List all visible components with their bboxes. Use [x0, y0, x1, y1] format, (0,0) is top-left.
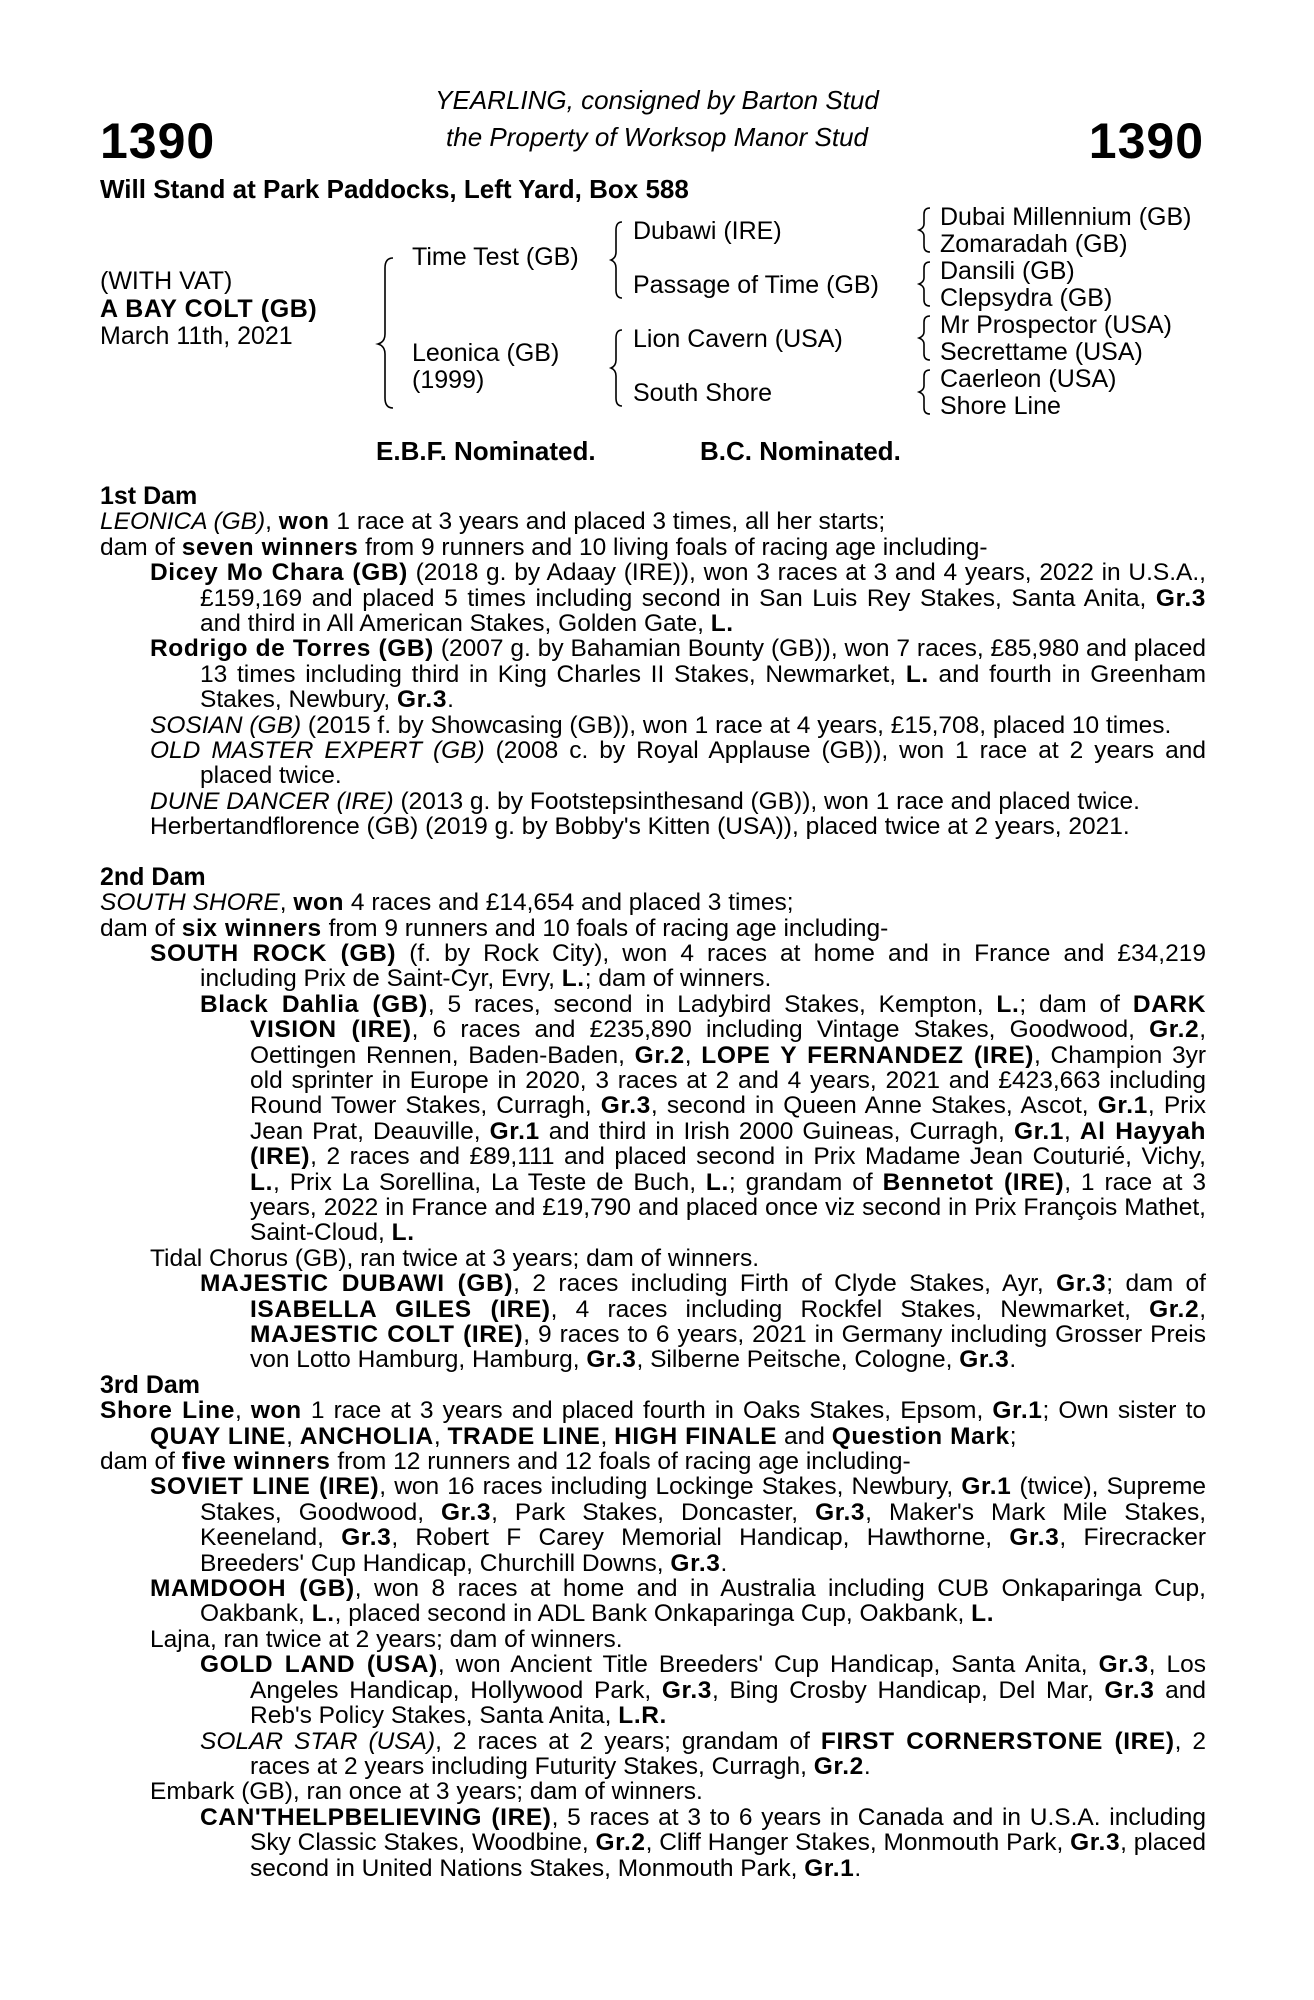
dam-sire: Lion Cavern (USA)	[633, 325, 843, 353]
catalogue-body	[100, 484, 1206, 1881]
produce-majestic-dubawi: MAJESTIC DUBAWI (GB), 2 races including Firth of Clyde Stakes, Ayr, Gr.3; dam of ISABELLA GILES (IRE), 4 races including Rockfel Stakes, Newmarket, Gr.2, MAJESTIC COLT (IRE), 9 races to 6 years, 2021 in Germany including Grosser Preis von Lotto Hamburg, Hamburg, Gr.3, Silberne Peitsche, Cologne, Gr.3.	[200, 1270, 1206, 1374]
sire-sire: Dubawi (IRE)	[633, 217, 782, 245]
second-dam-heading: 2nd Dam	[100, 862, 206, 891]
first-dam-name: LEONICA (GB)	[100, 508, 266, 536]
third-dam-name: Shore Line	[100, 1397, 235, 1425]
produce-solar-star: SOLAR STAR (USA), 2 races at 2 years; grandam of FIRST CORNERSTONE (IRE), 2 races at 2 years including Futurity Stakes, Curragh, Gr.2.	[200, 1727, 1206, 1780]
third-dam-produce-summary: dam of five winners from 12 runners and 12 foals of racing age including-	[100, 1448, 911, 1476]
produce-dicey-mo-chara: Dicey Mo Chara (GB) (2018 g. by Adaay (IRE)), won 3 races at 3 and 4 years, 2022 in U.S.A., £159,169 and placed 5 times including second in San Luis Rey Stakes, Santa Anita, Gr.3 and third in All American Stakes, Golden Gate, L.	[150, 559, 1206, 638]
produce-sosian: SOSIAN (GB) (2015 f. by Showcasing (GB)), won 1 race at 4 years, £15,708, placed 10 times.	[150, 711, 1172, 739]
produce-south-rock: SOUTH ROCK (GB) (f. by Rock City), won 4 races at home and in France and £34,219 including Prix de Saint-Cyr, Evry, L.; dam of winners.	[150, 939, 1206, 993]
produce-gold-land: GOLD LAND (USA), won Ancient Title Breeders' Cup Handicap, Santa Anita, Gr.3, Los Angeles Handicap, Hollywood Park, Gr.3, Bing Crosby Handicap, Del Mar, Gr.3 and Reb's Policy Stakes, Santa Anita, L.R.	[200, 1651, 1206, 1730]
dam-dam: South Shore	[633, 379, 772, 407]
second-dam-name: SOUTH SHORE	[100, 889, 280, 917]
foaling-date: March 11th, 2021	[100, 322, 293, 350]
bc-nomination: B.C. Nominated.	[700, 436, 901, 466]
second-dam-intro: SOUTH SHORE, won 4 races and £14,654 and placed 3 times;	[100, 889, 794, 917]
sire: Time Test (GB)	[412, 243, 579, 271]
produce-dune-dancer: DUNE DANCER (IRE) (2013 g. by Footstepsinthesand (GB)), won 1 race and placed twice.	[150, 787, 1140, 815]
produce-old-master-expert: OLD MASTER EXPERT (GB) (2008 c. by Royal Applause (GB)), won 1 race at 2 years and placed twice.	[150, 737, 1206, 790]
sire-dam: Passage of Time (GB)	[633, 271, 879, 299]
brace-dam	[611, 330, 622, 406]
dam-year: (1999)	[412, 366, 485, 394]
gen4-5: Mr Prospector (USA)	[940, 311, 1172, 339]
pedigree-brackets	[0, 0, 1314, 440]
third-dam-heading: 3rd Dam	[100, 1370, 201, 1399]
first-dam-intro: LEONICA (GB), won 1 race at 3 years and placed 3 times, all her starts;	[100, 508, 886, 536]
vat-note: (WITH VAT)	[100, 267, 233, 295]
horse-name: A BAY COLT (GB)	[100, 295, 318, 323]
gen4-4: Clepsydra (GB)	[940, 284, 1113, 312]
produce-lajna: Lajna, ran twice at 2 years; dam of winners.	[150, 1625, 623, 1653]
first-dam-heading: 1st Dam	[100, 482, 198, 510]
gen4-8: Shore Line	[940, 392, 1061, 420]
gen4-2: Zomaradah (GB)	[940, 230, 1128, 258]
produce-canthelpbelieving: CAN'THELPBELIEVING (IRE), 5 races at 3 to 6 years in Canada and in U.S.A. including Sky Classic Stakes, Woodbine, Gr.2, Cliff Hanger Stakes, Monmouth Park, Gr.3, placed second in United Nations Stakes, Monmouth Park, Gr.1.	[200, 1803, 1207, 1882]
produce-embark: Embark (GB), ran once at 3 years; dam of winners.	[150, 1778, 703, 1806]
brace-gen4-1	[919, 208, 930, 252]
gen4-7: Caerleon (USA)	[940, 365, 1117, 393]
brace-gen4-2	[919, 262, 930, 306]
lot-number-left: 1390	[100, 113, 216, 169]
gen4-1: Dubai Millennium (GB)	[940, 203, 1192, 231]
produce-mamdooh: MAMDOOH (GB), won 8 races at home and in Australia including CUB Onkaparinga Cup, Oakbank, L., placed second in ADL Bank Onkaparinga Cup, Oakbank, L.	[150, 1575, 1206, 1628]
produce-tidal-chorus: Tidal Chorus (GB), ran twice at 3 years; dam of winners.	[150, 1244, 760, 1272]
first-dam-produce-summary: dam of seven winners from 9 runners and 10 living foals of racing age including-	[100, 533, 988, 561]
produce-herbertandflorence: Herbertandflorence (GB) (2019 g. by Bobby's Kitten (USA)), placed twice at 2 years, 2021.	[150, 813, 1130, 841]
stand-location: Will Stand at Park Paddocks, Left Yard, Box 588	[100, 174, 689, 204]
third-dam-intro: Shore Line, won 1 race at 3 years and placed fourth in Oaks Stakes, Epsom, Gr.1; Own sister to QUAY LINE, ANCHOLIA, TRADE LINE, HIGH FINALE and Question Mark;	[100, 1397, 1207, 1450]
produce-rodrigo-de-torres: Rodrigo de Torres (GB) (2007 g. by Bahamian Bounty (GB)), won 7 races, £85,980 and placed 13 times including third in King Charles II Stakes, Newmarket, L. and fourth in Greenham Stakes, Newbury, Gr.3.	[150, 635, 1207, 714]
brace-gen4-4	[919, 370, 930, 414]
consignment-line-2: the Property of Worksop Manor Stud	[446, 122, 868, 152]
brace-main	[378, 258, 393, 408]
gen4-6: Secrettame (USA)	[940, 338, 1143, 366]
brace-gen4-3	[919, 316, 930, 360]
produce-black-dahlia: Black Dahlia (GB), 5 races, second in Ladybird Stakes, Kempton, L.; dam of DARK VISION (IRE), 6 races and £235,890 including Vintage Stakes, Goodwood, Gr.2, Oettingen Rennen, Baden-Baden, Gr.2, LOPE Y FERNANDEZ (IRE), Champion 3yr old sprinter in Europe in 2020, 3 races at 2 and 4 years, 2021 and £423,663 including Round Tower Stakes, Curragh, Gr.3, second in Queen Anne Stakes, Ascot, Gr.1, Prix Jean Prat, Deauville, Gr.1 and third in Irish 2000 Guineas, Curragh, Gr.1, Al Hayyah (IRE), 2 races and £89,111 and placed second in Prix Madame Jean Couturié, Vichy, L., Prix La Sorellina, La Teste de Buch, L.; grandam of Bennetot (IRE), 1 race at 3 years, 2022 in France and £19,790 and placed once viz second in Prix François Mathet, Saint-Cloud, L.	[200, 990, 1207, 1247]
gen4-3: Dansili (GB)	[940, 257, 1075, 285]
ebf-nomination: E.B.F. Nominated.	[376, 436, 596, 466]
dam: Leonica (GB)	[412, 339, 560, 367]
second-dam-produce-summary: dam of six winners from 9 runners and 10 foals of racing age including-	[100, 914, 889, 942]
produce-soviet-line: SOVIET LINE (IRE), won 16 races including Lockinge Stakes, Newbury, Gr.1 (twice), Supreme Stakes, Goodwood, Gr.3, Park Stakes, Doncaster, Gr.3, Maker's Mark Mile Stakes, Keeneland, Gr.3, Robert F Carey Memorial Handicap, Hawthorne, Gr.3, Firecracker Breeders' Cup Handicap, Churchill Downs, Gr.3.	[150, 1473, 1207, 1577]
brace-sire	[611, 222, 622, 298]
consignment-line-1: YEARLING, consigned by Barton Stud	[435, 85, 879, 115]
lot-number-right: 1390	[1088, 113, 1204, 169]
